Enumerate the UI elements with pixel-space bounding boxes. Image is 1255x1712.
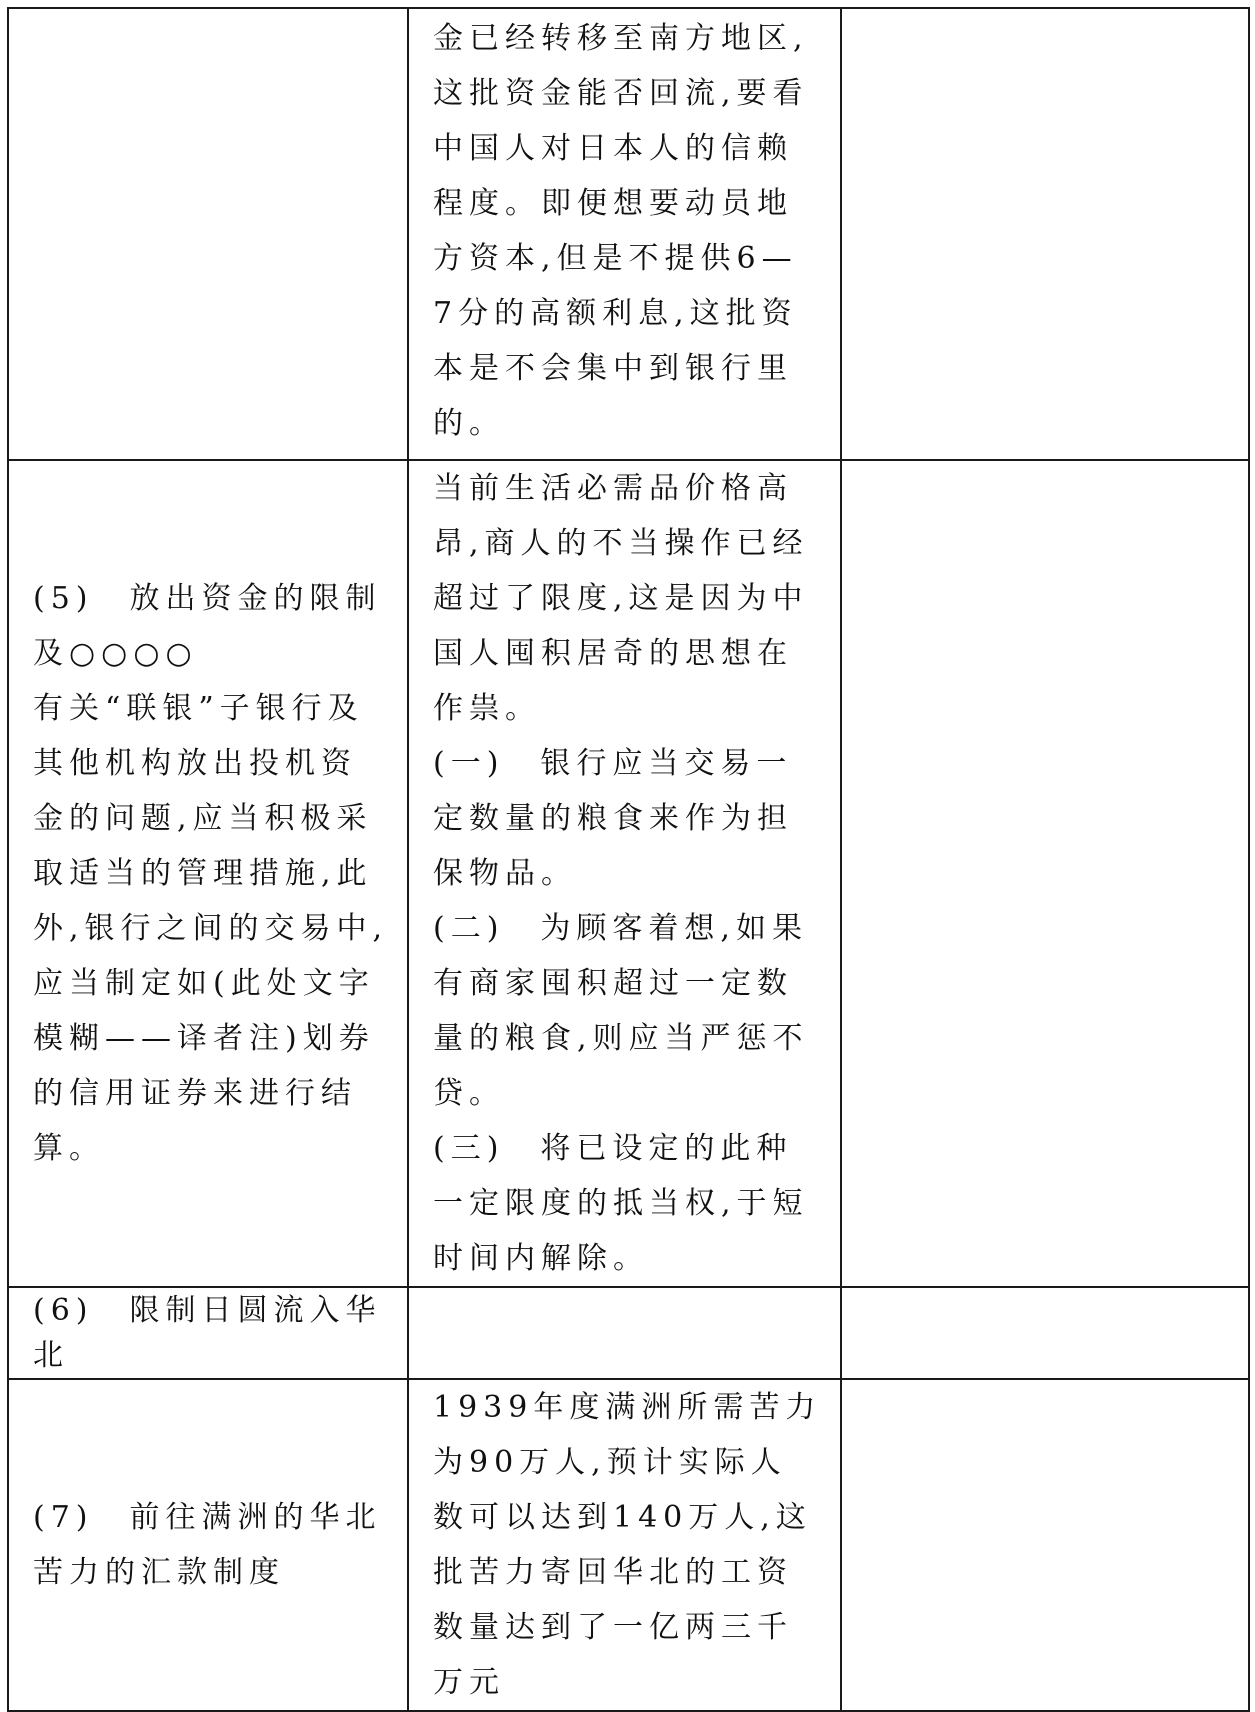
topic-cell: [8, 1287, 408, 1379]
remark-text: [842, 229, 1248, 239]
content-cell: [408, 8, 841, 460]
topic-text: [9, 229, 407, 239]
table-row: [8, 1379, 1249, 1711]
topic-text: (6) 限制日圆流入华北: [33, 1293, 382, 1373]
topic-cell: [8, 8, 408, 460]
remark-cell: [841, 1287, 1249, 1379]
table-row: [8, 1287, 1249, 1379]
content-cell: [408, 1287, 841, 1379]
document-table: [7, 7, 1250, 1712]
topic-text: (5) 放出资金的限制及○○○○ 有关“联银”子银行及其他机构放出投机资金的问题,应当积极采取适当的管理措施,此外,银行之间的交易中,应当制定如(此处文字模糊——译者注)划券的信用证券来进行结算。: [33, 581, 389, 1166]
table-row: [8, 460, 1249, 1287]
remark-cell: [841, 1379, 1249, 1711]
topic-cell: [8, 1379, 408, 1711]
topic-cell: [8, 460, 408, 1287]
remark-cell: [841, 460, 1249, 1287]
table-row: [8, 8, 1249, 460]
content-text: 金已经转移至南方地区,这批资金能否回流,要看中国人对日本人的信赖程度。即便想要动员地方资本,但是不提供6—7分的高额利息,这批资本是不会集中到银行里的。: [433, 21, 809, 441]
content-text: 当前生活必需品价格高昂,商人的不当操作已经超过了限度,这是因为中国人囤积居奇的思想在作祟。 (一) 银行应当交易一定数量的粮食来作为担保物品。 (二) 为顾客着想,如果有商家囤积超过一定数量的粮食,则应当严惩不贷。 (三) 将已设定的此种一定限度的抵当权,于短时间内解除。: [433, 471, 809, 1276]
content-text: 1939年度满洲所需苦力为90万人,预计实际人数可以达到140万人,这批苦力寄回华北的工资数量达到了一亿两三千万元: [433, 1390, 822, 1700]
remark-cell: [841, 8, 1249, 460]
topic-text: (7) 前往满洲的华北苦力的汇款制度: [33, 1500, 382, 1590]
content-cell: [408, 460, 841, 1287]
content-cell: [408, 1379, 841, 1711]
